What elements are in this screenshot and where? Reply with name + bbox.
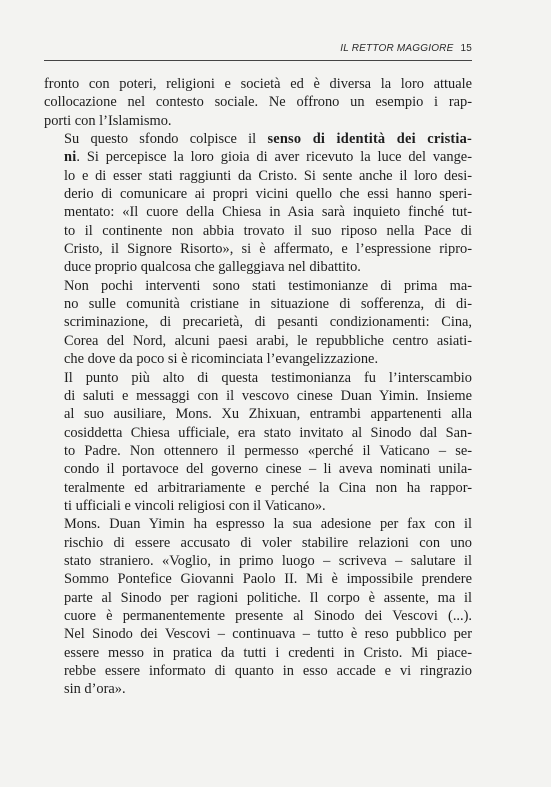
text-line: Corea del Nord, alcuni paesi arabi, le repubbliche centro asiati- (64, 332, 472, 349)
text-line: derio di comunicare ai propri vicini quello che essi hanno speri- (64, 186, 472, 203)
text-line: rischio di essere accusato di voler stabilire relazioni con uno (64, 534, 472, 551)
text-line: Nel Sinodo dei Vescovi – continuava – tutto è reso pubblico per (64, 626, 472, 643)
text-line: Non pochi interventi sono stati testimonianze di prima ma- (64, 277, 472, 294)
paragraph (44, 369, 472, 516)
text-line: essere messo in pratica da tutti i credenti in Cristo. Mi piace- (64, 644, 472, 661)
paragraph (44, 130, 472, 277)
text-line: cuore è permanentemente presente al Sinodo dei Vescovi (...). (64, 607, 472, 624)
text-line: mentato: «Il cuore della Chiesa in Asia sarà inquieto finché tut- (64, 204, 472, 221)
text-line (44, 130, 472, 148)
header-rule (44, 60, 472, 61)
paragraph (44, 515, 472, 698)
paragraph (44, 75, 472, 130)
text-line: Il punto più alto di questa testimonianza fu l’interscambio (64, 369, 472, 386)
text-line: ti ufficiali e vincoli religiosi con il Vaticano». (64, 497, 326, 514)
text-run: Su questo sfondo colpisce il (64, 131, 268, 148)
text-line: fronto con poteri, religioni e società ed è diversa la loro attuale (44, 76, 472, 92)
text-line: Sommo Pontefice Giovanni Paolo II. Mi è impossibile prendere (64, 571, 472, 588)
text-line: parte al Sinodo per ragioni politiche. Il corpo è assente, ma il (64, 589, 472, 606)
text-line: Cristo, il Signore Risorto», si è affermato, e l’espressione ripro- (64, 241, 472, 258)
text-line: duce proprio qualcosa che galleggiava nel dibattito. (64, 259, 361, 276)
text-line: che dove da poco si è ricominciata l’evangelizzazione. (64, 351, 379, 368)
text-line: rebbe essere informato di quanto in esso accade e vi ringrazio (64, 663, 472, 679)
text-line (44, 148, 472, 166)
text-line: lo e di esser stati raggiunti da Cristo. Si sente anche il loro desi- (64, 167, 472, 184)
paragraph (44, 277, 472, 369)
text-line: condo il portavoce del governo cinese – li aveva nominati unila- (64, 461, 472, 478)
running-head-title: IL RETTOR MAGGIORE (340, 43, 454, 54)
text-line: no sulle comunità cristiane in situazione di sofferenza, di di- (64, 296, 472, 313)
text-line: porti con l’Islamismo. (44, 112, 172, 129)
text-line: scriminazione, di precarietà, di pesanti condizionamenti: Cina, (64, 314, 472, 331)
text-line: teralmente ed arbitrariamente e perché la Cina non ha rappor- (64, 479, 472, 496)
text-line: to Padre. Non ottennero il permesso «perché il Vaticano – se- (64, 442, 472, 459)
body-text (44, 75, 472, 699)
text-line: cosiddetta Chiesa ufficiale, era stato invitato al Sinodo dal San- (64, 424, 472, 441)
text-line: collocazione nel contesto sociale. Ne offrono un esempio i rap- (44, 94, 472, 111)
text-line: al suo ausiliare, Mons. Xu Zhixuan, entrambi appartenenti alla (64, 406, 472, 423)
text-run: . Si percepisce la loro gioia di aver ricevuto la luce del vange- (76, 149, 472, 166)
text-line: Mons. Duan Yimin ha espresso la sua adesione per fax con il (64, 516, 472, 533)
running-head (44, 43, 472, 54)
text-line: sin d’ora». (64, 681, 126, 698)
text-line: di saluti e messaggi con il vescovo cinese Duan Yimin. Insieme (64, 387, 472, 404)
bold-emphasis: ni (64, 149, 77, 166)
page-number: 15 (460, 43, 472, 54)
text-line: to il continente non abbia trovato il suo riposo nella Pace di (64, 222, 472, 239)
bold-emphasis: senso di identità dei cristia- (267, 131, 473, 148)
text-line: stato straniero. «Voglio, in primo luogo – scriveva – salutare il (64, 552, 472, 569)
